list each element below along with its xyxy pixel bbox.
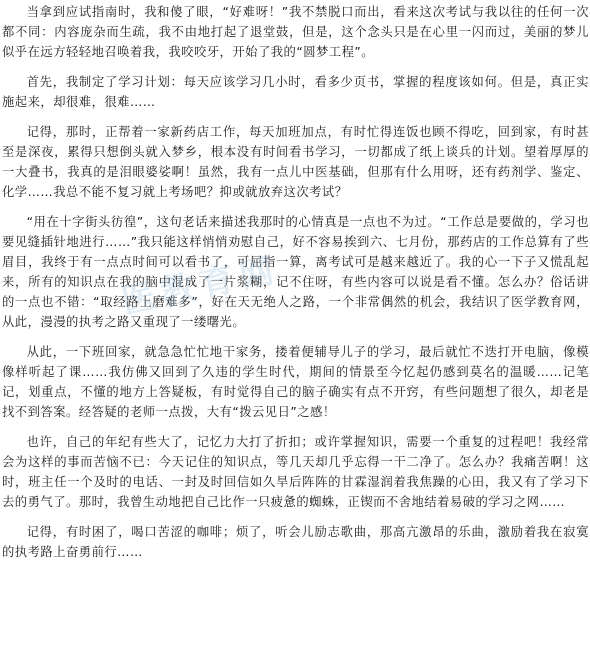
paragraph-5: 从此，一下班回家，就急急忙忙地干家务，搂着便辅导儿子的学习，最后就忙不迭打开电脑，像模像样听起了课……我仿佛又回到了久违的学生时代，期间的情景至今忆起仍感到莫名的温暖……记笔记，划重点，不懂的地方上答疑板，有时觉得自己的脑子确实有点不开窍，有些问题想了很久，却老是找不到答案。经答疑的老师一点拨，大有“拨云见日”之感！ (2, 345, 589, 419)
paragraph-4: “用在十字街头彷徨”，这句老话来描述我那时的心情真是一点也不为过。“工作总是要做的，学习也要见缝插针地进行……”我只能这样悄悄劝慰自己，好不容易挨到六、七月份，那药店的工作总算有了些眉目，我终于有一点点时间可以看书了，可屈指一算，离考试可是越来越近了。我的心一下子又慌乱起来，所有的知识点在我的脑中混成了一片浆糊，记不住呀，有些内容可以说是看不懂。怎么办？俗话讲的一点也不错：“取经路上磨难多”，好在天无绝人之路，一个非常偶然的机会，我结识了医学教育网，从此，漫漫的执考之路又重现了一缕曙光。 (2, 215, 589, 329)
paragraph-1: 当拿到应试指南时，我和傻了眼，“好难呀！”我不禁脱口而出，看来这次考试与我以往的任何一次都不同：内容庞杂而生疏，我不由地打起了退堂鼓，但是，这个念头只是在心里一闪而过，美丽的梦儿似乎在远方轻轻地召唤着我，我咬咬牙，开始了我的“圆梦工程”。 (2, 5, 589, 59)
watermark-logo: 医教育网 (118, 249, 284, 323)
paragraph-2: 首先，我制定了学习计划：每天应该学习几小时，看多少页书，掌握的程度该如何。但是，真正实施起来，却很难，很难…… (2, 75, 589, 109)
paragraph-7: 记得，有时困了，喝口苦涩的咖啡；烦了，听会儿励志歌曲，那高亢激昂的乐曲，激励着我在寂寞的执考路上奋勇前行…… (2, 525, 589, 559)
paragraph-6: 也许，自己的年纪有些大了，记忆力大打了折扣；或许掌握知识，需要一个重复的过程吧！我经常会为这样的事而苦恼不已：今天记住的知识点，等几天却几乎忘得一干二净了。怎么办？我痛苦啊！这时，班主任一个及时的电话、一封及时回信如久旱后阵阵的甘霖湿润着我焦躁的心田，我又有了学习下去的勇气了。那时，我曾生动地把自己比作一只疲惫的蜘蛛，正锲而不舍地结着易破的学习之网…… (2, 435, 589, 509)
paragraph-3: 记得，那时，正帮着一家新药店工作，每天加班加点，有时忙得连饭也顾不得吃，回到家，有时甚至是深夜，累得只想倒头就入梦乡，根本没有时间看书学习，一切都成了纸上谈兵的计划。望着厚厚的一大叠书，我真的是泪眼婆娑啊！虽然，我有一点儿中医基础，但那有什么用呀，还有药剂学、鉴定、化学……我总不能不复习就上考场吧？抑或就放弃这次考试？ (2, 125, 589, 199)
